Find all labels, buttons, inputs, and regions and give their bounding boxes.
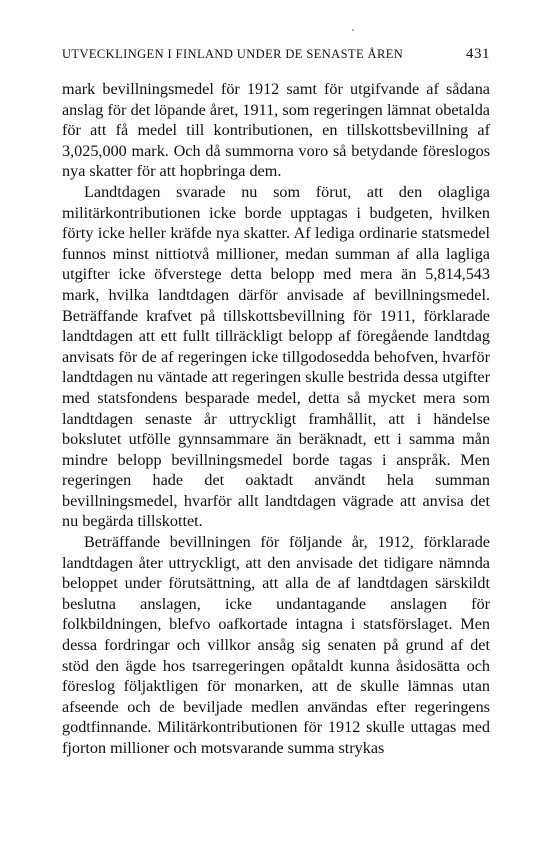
print-speck bbox=[352, 29, 354, 31]
body-text bbox=[62, 79, 490, 759]
running-header bbox=[62, 46, 490, 63]
paragraph-bevillningen-1912: Beträffande bevillningen för följande år, 1912, förklarade landtdagen åter uttryckligt, att den anvisade det tidigare nämnda beloppet under förutsättning, att alla de af landtdagen särskildt beslutna anslagen, icke undantagande anslagen för folkbildningen, blefvo oafkortade intagna i statsförslaget. Men dessa fordringar och villkor ansåg sig senaten på grund af det stöd den ägde hos tsarregeringen opåtaldt kunna åsidosätta och föreslog följaktligen för monarken, att de skulle lämnas utan afseende och de beviljade medlen användas efter regeringens godtfinnande. Militärkontributionen för 1912 skulle uttagas med fjorton millioner och motsvarande summa strykas bbox=[62, 533, 490, 757]
paragraph-continued: mark bevillningsmedel för 1912 samt för utgifvande af sådana anslag för det löpande året, 1911, som regeringen lämnat obetalda för att få medel till kontributionen, en tillskottsbevillning af 3,025,000 mark. Och då summorna voro så betydande föreslogos nya skatter för att hopbringa dem. bbox=[62, 80, 490, 181]
running-title: UTVECKLINGEN I FINLAND UNDER DE SENASTE ÅREN bbox=[62, 47, 404, 61]
page-number: 431 bbox=[466, 46, 490, 62]
paragraph-landtdagen-svarade: Landtdagen svarade nu som förut, att den olagliga militärkontributionen icke borde upptagas i budgeten, hvilken förty icke heller kräfde nya skatter. Af lediga ordinarie statsmedel funnos minst nittiotvå millioner, medan summan af alla lagliga utgifter icke öfverstege detta belopp med mera än 5,814,543 mark, hvilka landtdagen därför anvisade af bevillningsmedel. Beträffande krafvet på tillskottsbevillning för 1911, förklarade landtdagen att ett fullt tillräckligt belopp af föregående landtdag anvisats för de af regeringen icke tillgodosedda behofven, hvarför landtdagen nu väntade att regeringen skulle bestrida dessa utgifter med statsfondens besparade medel, detta så mycket mera som landtdagen senaste år uttryckligt framhållit, att i händelse bokslutet utfölle gynnsammare än beräknadt, ett i samma mån mindre belopp bevillningsmedel borde tagas i anspråk. Men regeringen hade det oaktadt användt hela summan bevillningsmedel, hvarför allt landtdagen vägrade att anvisa det nu begärda tillskottet. bbox=[62, 182, 490, 531]
